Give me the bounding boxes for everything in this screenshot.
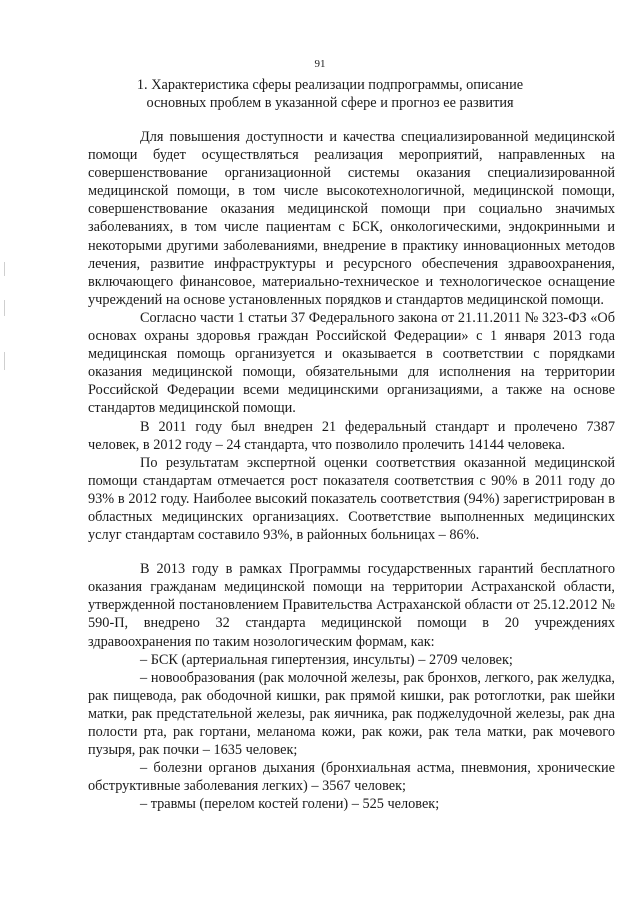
list-item: – травмы (перелом костей голени) – 525 человек; xyxy=(140,796,440,813)
scan-mark xyxy=(4,352,5,370)
paragraph: Для повышения доступности и качества специализированной медицинской помощи будет осуществляться реализация мероприятий, направленных на совершенствование организационной системы оказания специализированной медицинской помощи, в том числе высокотехнологичной, медицинской помощи, совершенствование оказания медицинской помощи при социально значимых заболеваниях, в том числе пациентам с БСК, онкологическими, эндокринными и некоторыми другими заболеваниями, внедрение в практику инновационных методов лечения, развитие инфраструктуры и ресурсного обеспечения здравоохранения, включающего финансовое, материально-техническое и технологическое оснащение учреждений на основе установленных порядков и стандартов медицинской помощи. xyxy=(88,129,615,308)
scan-mark xyxy=(4,300,5,316)
paragraph: По результатам экспертной оценки соответствия оказанной медицинской помощи стандартам отмечается рост показателя соответствия с 90% в 2011 году до 93% в 2012 году. Наиболее высокий показатель соответствия (94%) зарегистрирован в областных медицинских организациях. Соответствие выполненных медицинских услуг стандартам составило 93%, в районных больницах – 86%. xyxy=(88,454,615,544)
list-item: – новообразования (рак молочной железы, рак бронхов, легкого, рак желудка, рак пищевода, рак ободочной кишки, рак прямой кишки, рак ротоглотки, рак шейки матки, рак предстательной железы, рак яичника, рак поджелудочной железы, рак дна полости рта, рак гортани, меланома кожи, рак кожи, рак тела матки, рак мочевого пузыря, рак почки – 1635 человек; xyxy=(88,669,615,759)
heading-line-1: 1. Характеристика сферы реализации подпрограммы, описание xyxy=(136,77,524,93)
heading-line-2: основных проблем в указанной сфере и прогноз ее развития xyxy=(146,95,514,111)
section-heading xyxy=(120,76,540,112)
paragraph: В 2011 году был внедрен 21 федеральный стандарт и пролечено 7387 человек, в 2012 году – 24 стандарта, что позволило пролечить 14144 человека. xyxy=(88,418,615,453)
paragraph: В 2013 году в рамках Программы государственных гарантий бесплатного оказания гражданам медицинской помощи на территории Астраханской области, утвержденной постановлением Правительства Астраханской области от 25.12.2012 № 590-П, внедрено 32 стандарта медицинской помощи в 20 учреждениях здравоохранения по таким нозологическим формам, как: xyxy=(88,561,615,650)
scan-mark xyxy=(4,262,5,276)
list-item: – БСК (артериальная гипертензия, инсульты) – 2709 человек; xyxy=(140,651,513,668)
list-item: – болезни органов дыхания (бронхиальная астма, пневмония, хронические обструктивные заболевания легких) – 3567 человек; xyxy=(88,760,615,795)
paragraph: Согласно части 1 статьи 37 Федерального закона от 21.11.2011 № 323-ФЗ «Об основах охраны здоровья граждан Российской Федерации» с 1 января 2013 года медицинская помощь организуется и оказывается в соответствии с порядками оказания медицинской помощи, обязательными для исполнения на территории Российской Федерации всеми медицинскими организациями, а также на основе стандартов медицинской помощи. xyxy=(88,309,615,417)
document-body xyxy=(88,128,615,813)
page-number: 91 xyxy=(314,58,326,70)
